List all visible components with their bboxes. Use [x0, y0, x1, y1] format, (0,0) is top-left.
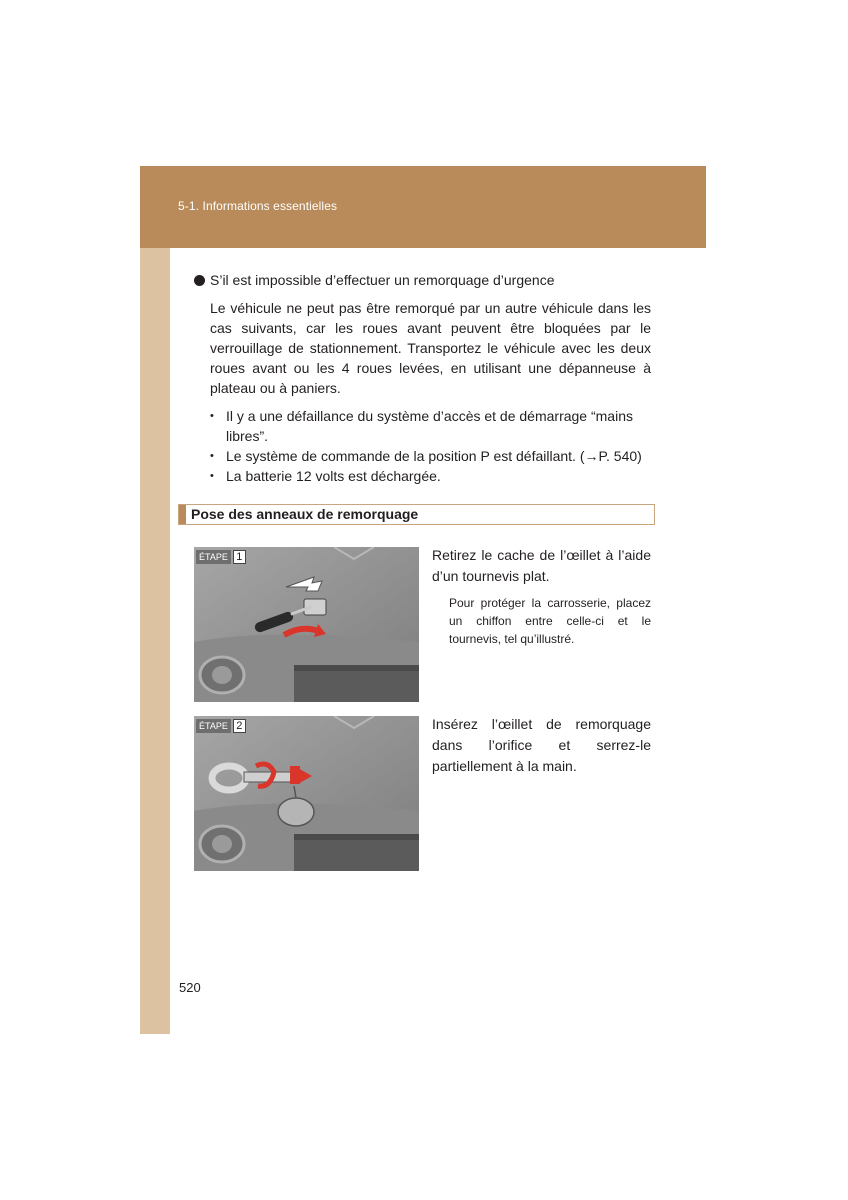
step-1-tag [196, 550, 246, 564]
bullet-icon: • [210, 410, 214, 422]
emergency-heading-text: S’il est impossible d’effectuer un remorquage d’urgence [210, 272, 555, 288]
condition-list [210, 406, 651, 486]
step-word: ÉTAPE [196, 719, 231, 733]
bullet-icon: • [210, 470, 214, 482]
side-margin-strip [140, 166, 170, 1034]
step-number: 2 [233, 719, 246, 733]
step-2-illustration [194, 716, 419, 871]
step-1-illustration [194, 547, 419, 702]
section-title-bar [178, 504, 655, 525]
emergency-paragraph: Le véhicule ne peut pas être remorqué par un autre véhicule dans les cas suivants, car les roues avant peuvent être bloquées par le verrouillage de stationnement. Transportez le véhicule avec les deux roues avant ou les 4 roues levées, en utilisant une dépanneuse à plateau ou à paniers. [210, 300, 651, 396]
step-number: 1 [233, 550, 246, 564]
section-accent [179, 505, 186, 524]
page-number: 520 [179, 980, 201, 995]
step-1-note: Pour protéger la carrosserie, placez un chiffon entre celle-ci et le tournevis, tel qu’illustré. [449, 596, 651, 646]
step-2-text: Insérez l’œillet de remorquage dans l’orifice et serrez-le partiellement à la main. [432, 716, 651, 774]
bullet-icon: • [210, 450, 214, 462]
list-item: • Il y a une défaillance du système d’accès et de démarrage “mains libres”. [210, 408, 633, 444]
list-item: • La batterie 12 volts est déchargée. [210, 468, 441, 484]
emergency-heading [194, 270, 654, 290]
section-title: Pose des anneaux de remorquage [191, 506, 419, 522]
bumper-screwdriver-illustration [194, 547, 419, 702]
bumper-tow-eye-illustration [194, 716, 419, 871]
step-1-text: Retirez le cache de l’œillet à l’aide d’un tournevis plat. [432, 547, 651, 584]
step-word: ÉTAPE [196, 550, 231, 564]
chapter-header [140, 166, 706, 248]
list-item: • Le système de commande de la position P est défaillant. (→P. 540) [210, 448, 642, 464]
section-label: 5-1. Informations essentielles [178, 199, 338, 213]
bullet-dot-icon [194, 275, 205, 286]
step-2-tag [196, 719, 246, 733]
